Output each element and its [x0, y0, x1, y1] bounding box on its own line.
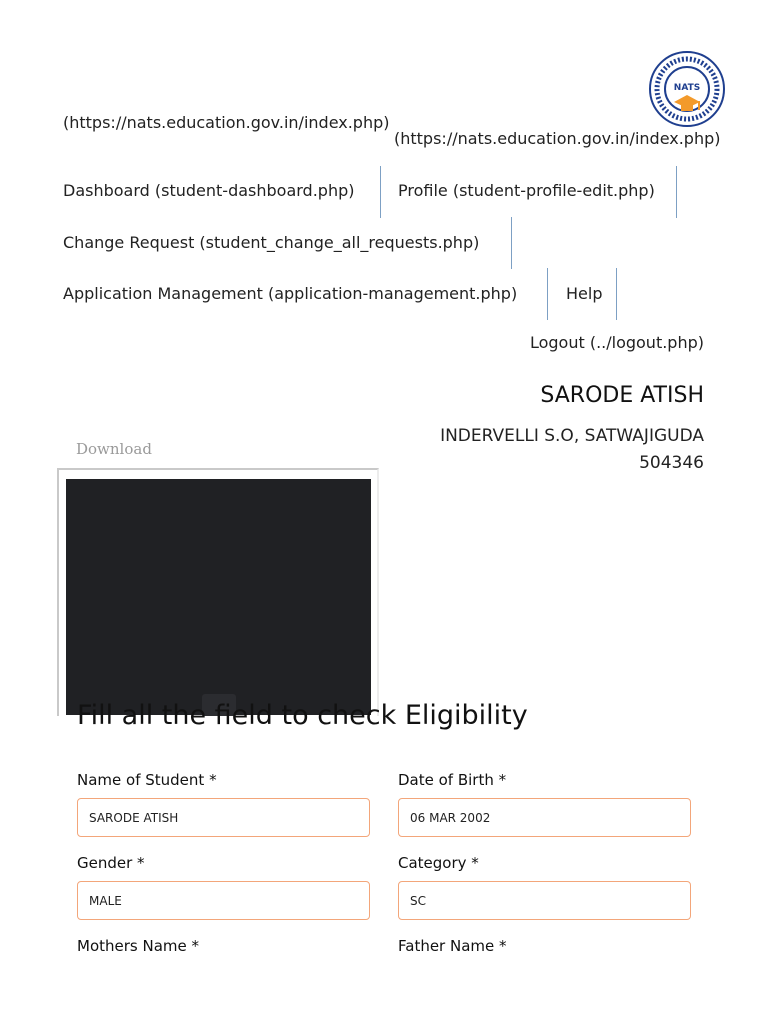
student-name: SARODE ATISH	[540, 383, 704, 408]
nav-help[interactable]: Help	[566, 284, 603, 303]
download-link[interactable]: Download	[76, 440, 152, 458]
name-label: Name of Student *	[77, 771, 217, 789]
nav-separator	[380, 166, 381, 218]
name-input[interactable]	[77, 798, 370, 837]
nav-logout[interactable]: Logout (../logout.php)	[529, 333, 704, 352]
mother-name-label: Mothers Name *	[77, 937, 200, 955]
dob-label: Date of Birth *	[398, 771, 507, 789]
home-link-secondary[interactable]: (https://nats.education.gov.in/index.php)	[394, 129, 721, 148]
nav-separator	[676, 166, 677, 218]
nav-separator	[547, 268, 548, 320]
nav-profile[interactable]: Profile (student-profile-edit.php)	[398, 181, 655, 200]
category-label: Category *	[398, 854, 479, 872]
nav-change-request[interactable]: Change Request (student_change_all_requests.php)	[63, 233, 480, 252]
dob-input[interactable]	[398, 798, 691, 837]
student-photo	[66, 479, 371, 715]
home-link[interactable]: (https://nats.education.gov.in/index.php)	[63, 113, 390, 132]
student-address-line-2: 504346	[639, 453, 704, 473]
nats-logo[interactable]	[648, 50, 726, 128]
nav-separator	[511, 217, 512, 269]
nav-separator	[616, 268, 617, 320]
father-name-label: Father Name *	[398, 937, 507, 955]
category-input[interactable]	[398, 881, 691, 920]
nav-dashboard[interactable]: Dashboard (student-dashboard.php)	[63, 181, 355, 200]
gender-label: Gender *	[77, 854, 145, 872]
student-address-line-1: INDERVELLI S.O, SATWAJIGUDA	[440, 426, 704, 446]
form-title: Fill all the field to check Eligibility	[77, 700, 528, 731]
nats-logo-icon	[648, 50, 726, 128]
nav-application-management[interactable]: Application Management (application-management.php)	[63, 284, 518, 303]
svg-text:NATS: NATS	[673, 83, 701, 93]
gender-input[interactable]	[77, 881, 370, 920]
